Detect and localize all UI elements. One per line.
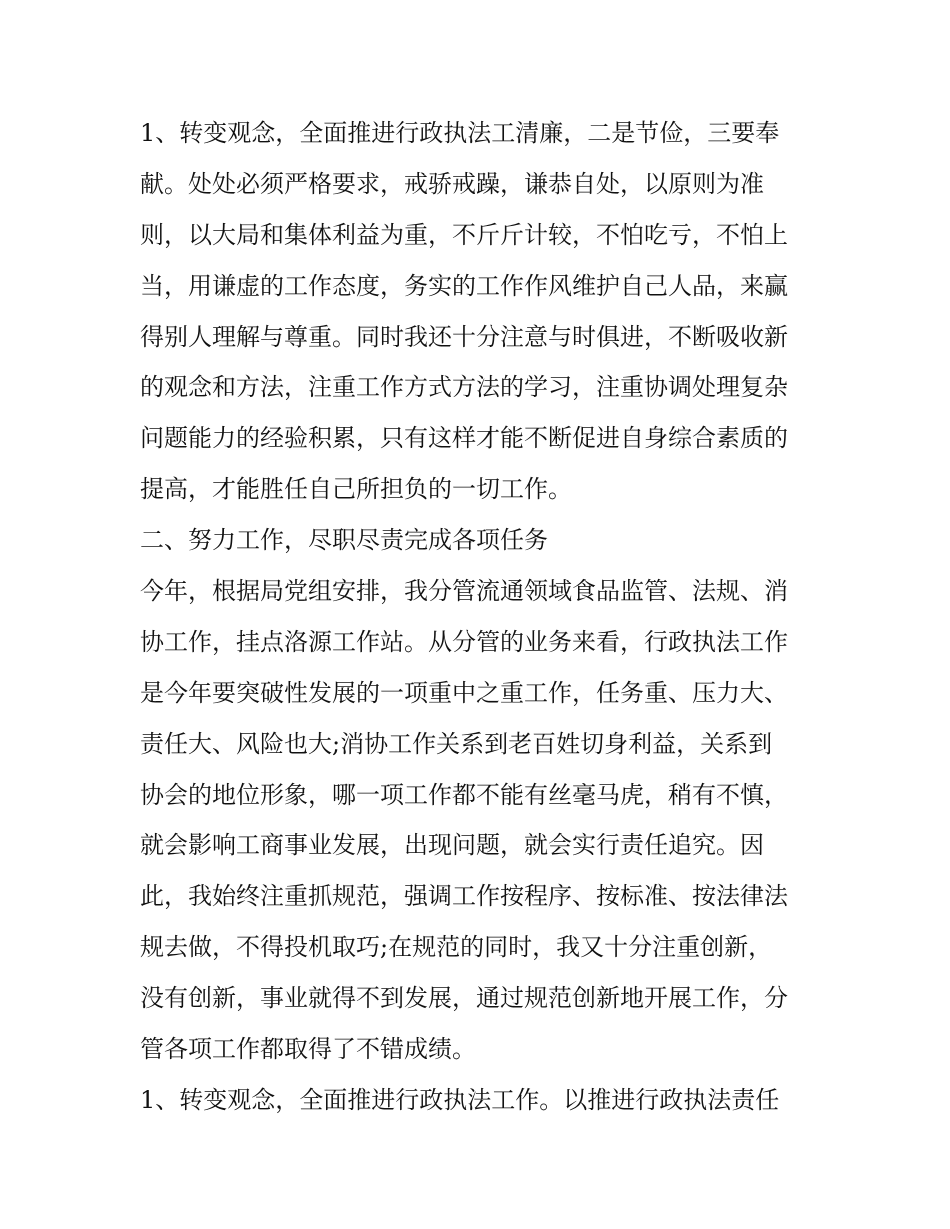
text-line: 得别人理解与尊重。同时我还十分注意与时俱进，不断吸收新 xyxy=(140,322,788,351)
text-line: 的观念和方法，注重工作方式方法的学习，注重协调处理复杂 xyxy=(140,373,788,402)
text-line: 则，以大局和集体利益为重，不斤斤计较，不怕吃亏，不怕上 xyxy=(140,220,788,249)
text-line: 责任大、风险也大;消协工作关系到老百姓切身利益，关系到 xyxy=(140,729,773,758)
text-line: 规去做，不得投机取巧;在规范的同时，我又十分注重创新， xyxy=(140,933,773,962)
text-line: 问题能力的经验积累，只有这样才能不断促进自身综合素质的 xyxy=(140,424,788,453)
text-line: 协工作，挂点洛源工作站。从分管的业务来看，行政执法工作 xyxy=(140,627,788,656)
text-line: 1、转变观念，全面推进行政执法工清廉，二是节俭，三要奉 xyxy=(140,119,780,147)
text-line: 今年，根据局党组安排，我分管流通领域食品监管、法规、消 xyxy=(140,577,788,606)
document-body xyxy=(140,108,830,1126)
text-line: 献。处处必须严格要求，戒骄戒躁，谦恭自处，以原则为准 xyxy=(140,169,764,198)
section-heading: 二、努力工作，尽职尽责完成各项任务 xyxy=(140,526,548,555)
text-line: 提高，才能胜任自己所担负的一切工作。 xyxy=(140,475,572,504)
text-line: 当，用谦虚的工作态度，务实的工作作风维护自己人品，来赢 xyxy=(140,271,788,300)
text-line: 就会影响工商事业发展，出现问题，就会实行责任追究。因 xyxy=(140,831,764,860)
text-line: 此，我始终注重抓规范，强调工作按程序、按标准、按法律法 xyxy=(140,882,788,911)
text-line: 没有创新，事业就得不到发展，通过规范创新地开展工作，分 xyxy=(140,984,788,1013)
text-line: 是今年要突破性发展的一项重中之重工作，任务重、压力大、 xyxy=(140,678,788,707)
text-line: 管各项工作都取得了不错成绩。 xyxy=(140,1035,476,1064)
text-line: 协会的地位形象，哪一项工作都不能有丝毫马虎，稍有不慎， xyxy=(140,780,788,809)
text-line: 1、转变观念，全面推进行政执法工作。以推进行政执法责任 xyxy=(140,1085,780,1114)
